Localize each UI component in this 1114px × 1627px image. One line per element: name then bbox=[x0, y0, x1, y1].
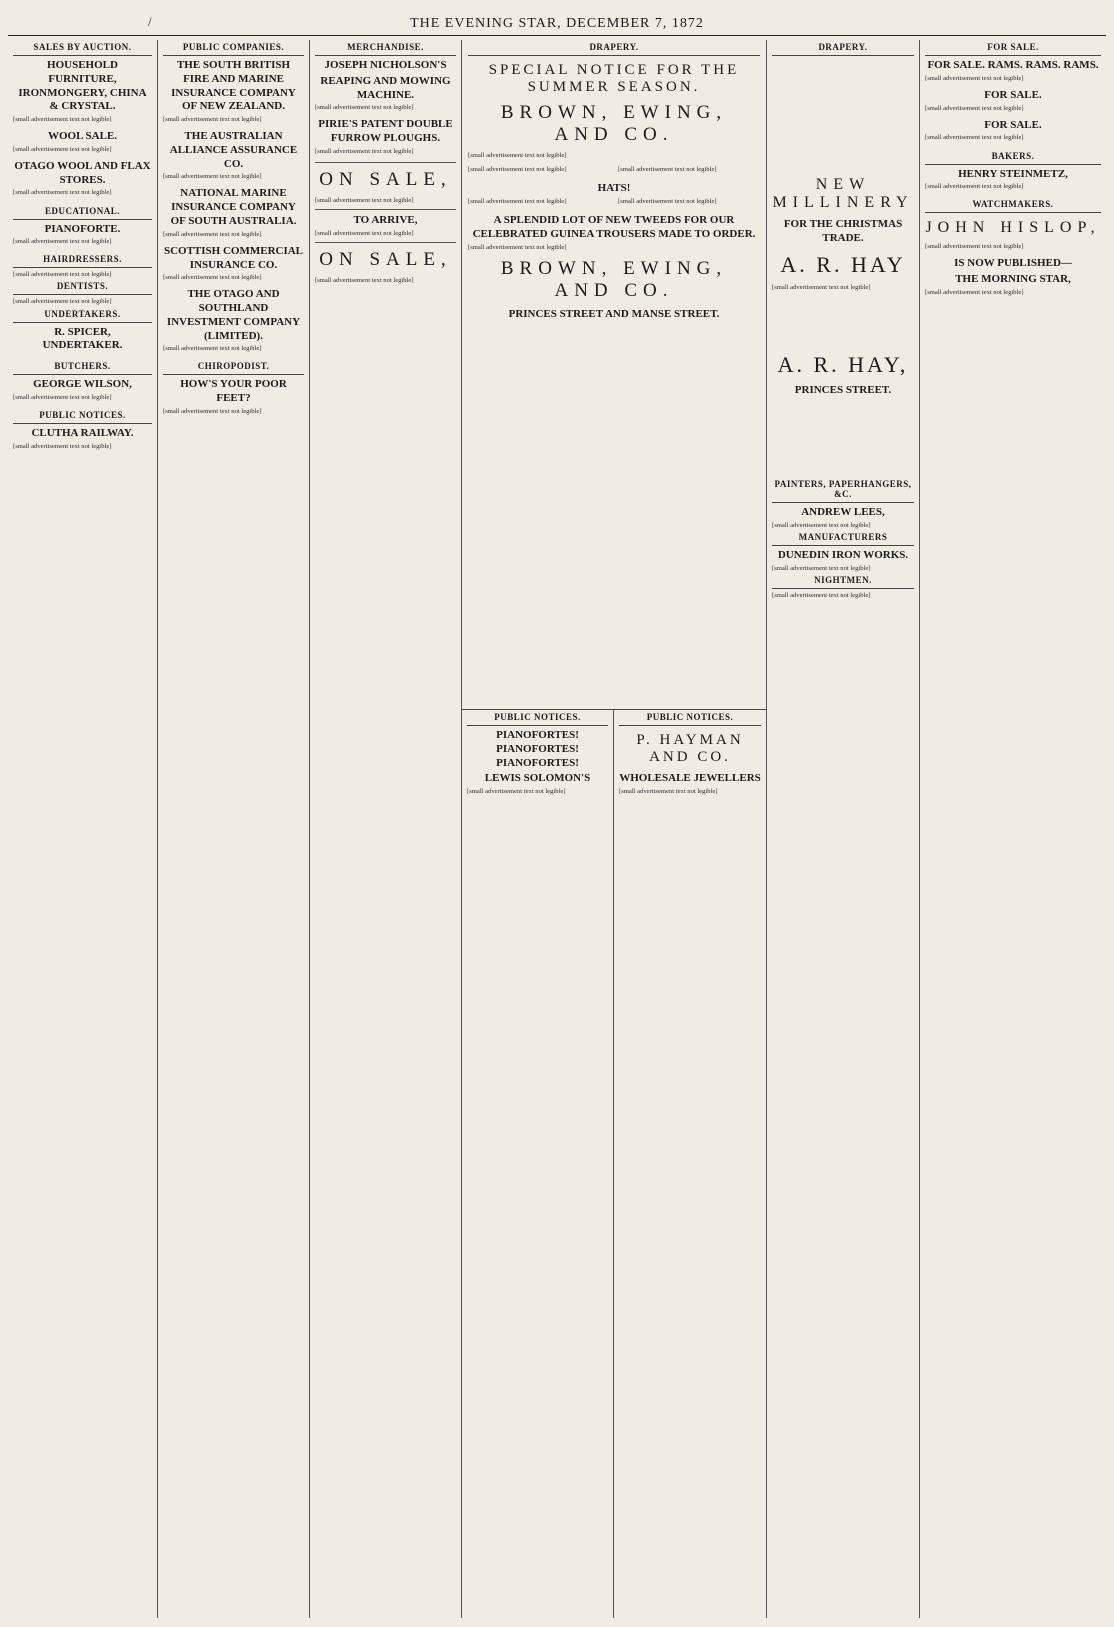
advertisement bbox=[13, 427, 152, 451]
section-heading: EDUCATIONAL. bbox=[13, 204, 152, 220]
ad-title: THE SOUTH BRITISH FIRE AND MARINE INSURANCE COMPANY OF NEW ZEALAND. bbox=[171, 59, 296, 113]
column-drapery-millinery bbox=[767, 40, 920, 1618]
hats-heading: HATS! bbox=[597, 182, 631, 195]
ad-text: [small advertisement text not legible] bbox=[13, 116, 112, 123]
ad-text: [small advertisement text not legible] bbox=[163, 230, 262, 238]
section-heading: PUBLIC NOTICES. bbox=[13, 408, 152, 424]
ad-text: [small advertisement text not legible] bbox=[13, 145, 112, 153]
section-heading: PAINTERS, PAPERHANGERS, &C. bbox=[772, 477, 914, 503]
price-list bbox=[468, 198, 760, 206]
masthead bbox=[8, 14, 1106, 36]
ad-text: [small advertisement text not legible] bbox=[925, 134, 1024, 142]
ad-subtitle: THE MORNING STAR, bbox=[955, 273, 1071, 286]
section-heading: NIGHTMEN. bbox=[772, 573, 914, 589]
page-number: / bbox=[148, 14, 152, 29]
advertisement bbox=[13, 160, 152, 198]
ad-text: [small advertisement text not legible] bbox=[925, 288, 1024, 296]
ad-title: PIANOFORTE. bbox=[44, 222, 121, 235]
price-list-right: [small advertisement text not legible] bbox=[618, 166, 717, 174]
public-notices-left bbox=[462, 710, 614, 1618]
firm-name: P. HAYMAN AND CO. bbox=[636, 732, 744, 765]
ad-text: [small advertisement text not legible] bbox=[619, 787, 718, 795]
ad-text: [small advertisement text not legible] bbox=[13, 393, 112, 401]
ad-headline: ON SALE, bbox=[319, 248, 452, 270]
advertisement bbox=[163, 288, 304, 353]
section-heading: PUBLIC NOTICES. bbox=[619, 710, 761, 726]
ad-text: [small advertisement text not legible] bbox=[468, 243, 567, 251]
advertisement bbox=[163, 59, 304, 124]
ad-subtitle: FOR THE CHRISTMAS TRADE. bbox=[783, 218, 903, 244]
ad-title: LEWIS SOLOMON'S bbox=[484, 772, 591, 785]
section-heading: PUBLIC NOTICES. bbox=[467, 710, 608, 726]
ad-text: [small advertisement text not legible] bbox=[315, 229, 414, 237]
ad-title: FOR SALE. bbox=[984, 88, 1042, 101]
divider bbox=[315, 162, 456, 163]
section-heading: WATCHMAKERS. bbox=[925, 197, 1101, 213]
divider bbox=[315, 209, 456, 210]
ad-title: PIRIE'S PATENT DOUBLE FURROW PLOUGHS. bbox=[318, 118, 453, 145]
ad-subtitle: WHOLESALE JEWELLERS bbox=[619, 772, 761, 784]
ad-title: CLUTHA RAILWAY. bbox=[31, 426, 134, 439]
advertisement bbox=[315, 59, 456, 112]
ad-title: FOR SALE. bbox=[984, 118, 1042, 131]
ad-title: PIANOFORTES! PIANOFORTES! PIANOFORTES! bbox=[496, 729, 579, 769]
section-heading: HAIRDRESSERS. bbox=[13, 252, 152, 268]
ad-text: [small advertisement text not legible] bbox=[772, 522, 871, 530]
ad-title: DUNEDIN IRON WORKS. bbox=[777, 549, 909, 562]
ad-text: [small advertisement text not legible] bbox=[13, 271, 112, 279]
firm-name: BROWN, EWING, AND CO. bbox=[500, 257, 728, 301]
ad-text: [small advertisement text not legible] bbox=[13, 298, 112, 306]
ad-text: [small advertisement text not legible] bbox=[772, 592, 871, 600]
ad-title: TO ARRIVE, bbox=[353, 214, 418, 227]
ad-text: [small advertisement text not legible] bbox=[315, 104, 414, 112]
section-heading: CHIROPODIST. bbox=[163, 359, 304, 375]
ad-text: [small advertisement text not legible] bbox=[163, 407, 262, 415]
column-merchandise bbox=[310, 40, 462, 1618]
ad-title: WOOL SALE. bbox=[47, 130, 118, 143]
ad-title: IS NOW PUBLISHED— bbox=[954, 257, 1072, 270]
advertisement bbox=[925, 168, 1101, 192]
advertisement bbox=[925, 257, 1101, 297]
ad-text: [small advertisement text not legible] bbox=[315, 147, 414, 155]
public-notices-right bbox=[614, 710, 766, 1618]
ad-title: NATIONAL MARINE INSURANCE COMPANY OF SOUTH AUSTRALIA. bbox=[170, 187, 297, 227]
advertisement bbox=[315, 118, 456, 156]
price-list-right: [small advertisement text not legible] bbox=[618, 197, 717, 205]
ad-text: [small advertisement text not legible] bbox=[13, 238, 112, 246]
section-heading: SALES BY AUCTION. bbox=[13, 40, 152, 56]
advertisement bbox=[13, 59, 152, 124]
column-for-sale bbox=[920, 40, 1106, 1618]
ad-headline: ON SALE, bbox=[319, 168, 452, 190]
ad-headline: NEW MILLINERY bbox=[772, 176, 914, 211]
ad-text: [small advertisement text not legible] bbox=[163, 116, 262, 123]
section-heading: DENTISTS. bbox=[13, 279, 152, 295]
advertisement bbox=[163, 130, 304, 181]
section-heading: FOR SALE. bbox=[925, 40, 1101, 56]
firm-name: A. R. HAY bbox=[780, 251, 906, 277]
advertisement bbox=[13, 130, 152, 154]
advertisement bbox=[163, 378, 304, 416]
ad-text: [small advertisement text not legible] bbox=[13, 442, 112, 450]
ad-text: [small advertisement text not legible] bbox=[925, 183, 1024, 191]
ad-text: [small advertisement text not legible] bbox=[772, 564, 871, 572]
ad-text: [small advertisement text not legible] bbox=[163, 345, 262, 353]
ad-text: [small advertisement text not legible] bbox=[772, 283, 871, 291]
advertisement bbox=[13, 223, 152, 247]
columns bbox=[8, 40, 1106, 1618]
advertisement bbox=[163, 187, 304, 238]
ad-text: [small advertisement text not legible] bbox=[925, 74, 1024, 82]
advertisement bbox=[925, 119, 1101, 143]
section-heading: PUBLIC COMPANIES. bbox=[163, 40, 304, 56]
firm-address: PRINCES STREET AND MANSE STREET. bbox=[508, 307, 720, 320]
ad-title: HENRY STEINMETZ, bbox=[958, 167, 1068, 180]
ad-title: THE AUSTRALIAN ALLIANCE ASSURANCE CO. bbox=[169, 130, 298, 170]
ad-text: [small advertisement text not legible] bbox=[925, 104, 1024, 112]
firm-name: JOHN HISLOP, bbox=[925, 219, 1101, 237]
price-list bbox=[468, 166, 760, 174]
advertisement bbox=[925, 59, 1101, 83]
advertisement bbox=[925, 219, 1101, 251]
firm-name: A. R. HAY, bbox=[777, 351, 909, 377]
masthead-title: THE EVENING STAR, DECEMBER 7, 1872 bbox=[410, 16, 704, 31]
ad-text: [small advertisement text not legible] bbox=[315, 196, 414, 204]
section-heading: BUTCHERS. bbox=[13, 359, 152, 375]
ad-title: HOUSEHOLD FURNITURE, IRONMONGERY, CHINA & CRYSTAL. bbox=[18, 59, 147, 113]
ad-title: GEORGE WILSON, bbox=[33, 378, 132, 391]
advertisement bbox=[13, 378, 152, 402]
ad-text: [small advertisement text not legible] bbox=[13, 189, 112, 197]
ad-title: ANDREW LEES, bbox=[801, 506, 885, 519]
advertisement bbox=[13, 326, 152, 354]
section-heading: MANUFACTURERS bbox=[772, 530, 914, 546]
ad-text: [small advertisement text not legible] bbox=[467, 788, 566, 795]
firm-name: BROWN, EWING, AND CO. bbox=[500, 102, 728, 145]
advertisement bbox=[925, 89, 1101, 113]
ad-title: A SPLENDID LOT OF NEW TWEEDS FOR OUR CELEBRATED GUINEA TROUSERS MADE TO ORDER. bbox=[472, 214, 756, 240]
ad-title: OTAGO WOOL AND FLAX STORES. bbox=[14, 159, 151, 186]
section-heading: DRAPERY. bbox=[468, 40, 760, 56]
ad-text: [small advertisement text not legible] bbox=[315, 276, 414, 284]
section-heading: DRAPERY. bbox=[772, 40, 914, 56]
ad-text: [small advertisement text not legible] bbox=[163, 173, 262, 181]
firm-address: PRINCES STREET. bbox=[794, 383, 892, 396]
ad-title: R. SPICER, UNDERTAKER. bbox=[42, 325, 123, 352]
section-heading: UNDERTAKERS. bbox=[13, 307, 152, 323]
special-notice: SPECIAL NOTICE FOR THE SUMMER SEASON. bbox=[488, 62, 740, 95]
ad-title: HOW'S YOUR POOR FEET? bbox=[180, 378, 287, 405]
ad-text: [small advertisement text not legible] bbox=[163, 274, 262, 282]
section-heading: MERCHANDISE. bbox=[315, 40, 456, 56]
public-notices-block bbox=[462, 710, 766, 1618]
price-list-left: [small advertisement text not legible] bbox=[468, 197, 567, 205]
ad-title: SCOTTISH COMMERCIAL INSURANCE CO. bbox=[163, 244, 304, 271]
ad-title: FOR SALE. RAMS. RAMS. RAMS. bbox=[927, 59, 1099, 71]
drapery-block bbox=[462, 40, 766, 710]
ad-title: THE OTAGO AND SOUTHLAND INVESTMENT COMPANY (LIMITED). bbox=[166, 288, 301, 342]
column-public-companies bbox=[158, 40, 310, 1618]
column-drapery-wide bbox=[462, 40, 767, 1618]
ad-title: JOSEPH NICHOLSON'S bbox=[324, 59, 447, 71]
section-heading: BAKERS. bbox=[925, 149, 1101, 165]
ad-text: [small advertisement text not legible] bbox=[468, 152, 567, 159]
column-sales-by-auction bbox=[8, 40, 158, 1618]
divider bbox=[315, 242, 456, 243]
ad-subtitle: REAPING AND MOWING MACHINE. bbox=[320, 74, 451, 101]
price-list-left: [small advertisement text not legible] bbox=[468, 166, 567, 174]
advertisement bbox=[163, 245, 304, 283]
ad-text: [small advertisement text not legible] bbox=[925, 243, 1024, 251]
